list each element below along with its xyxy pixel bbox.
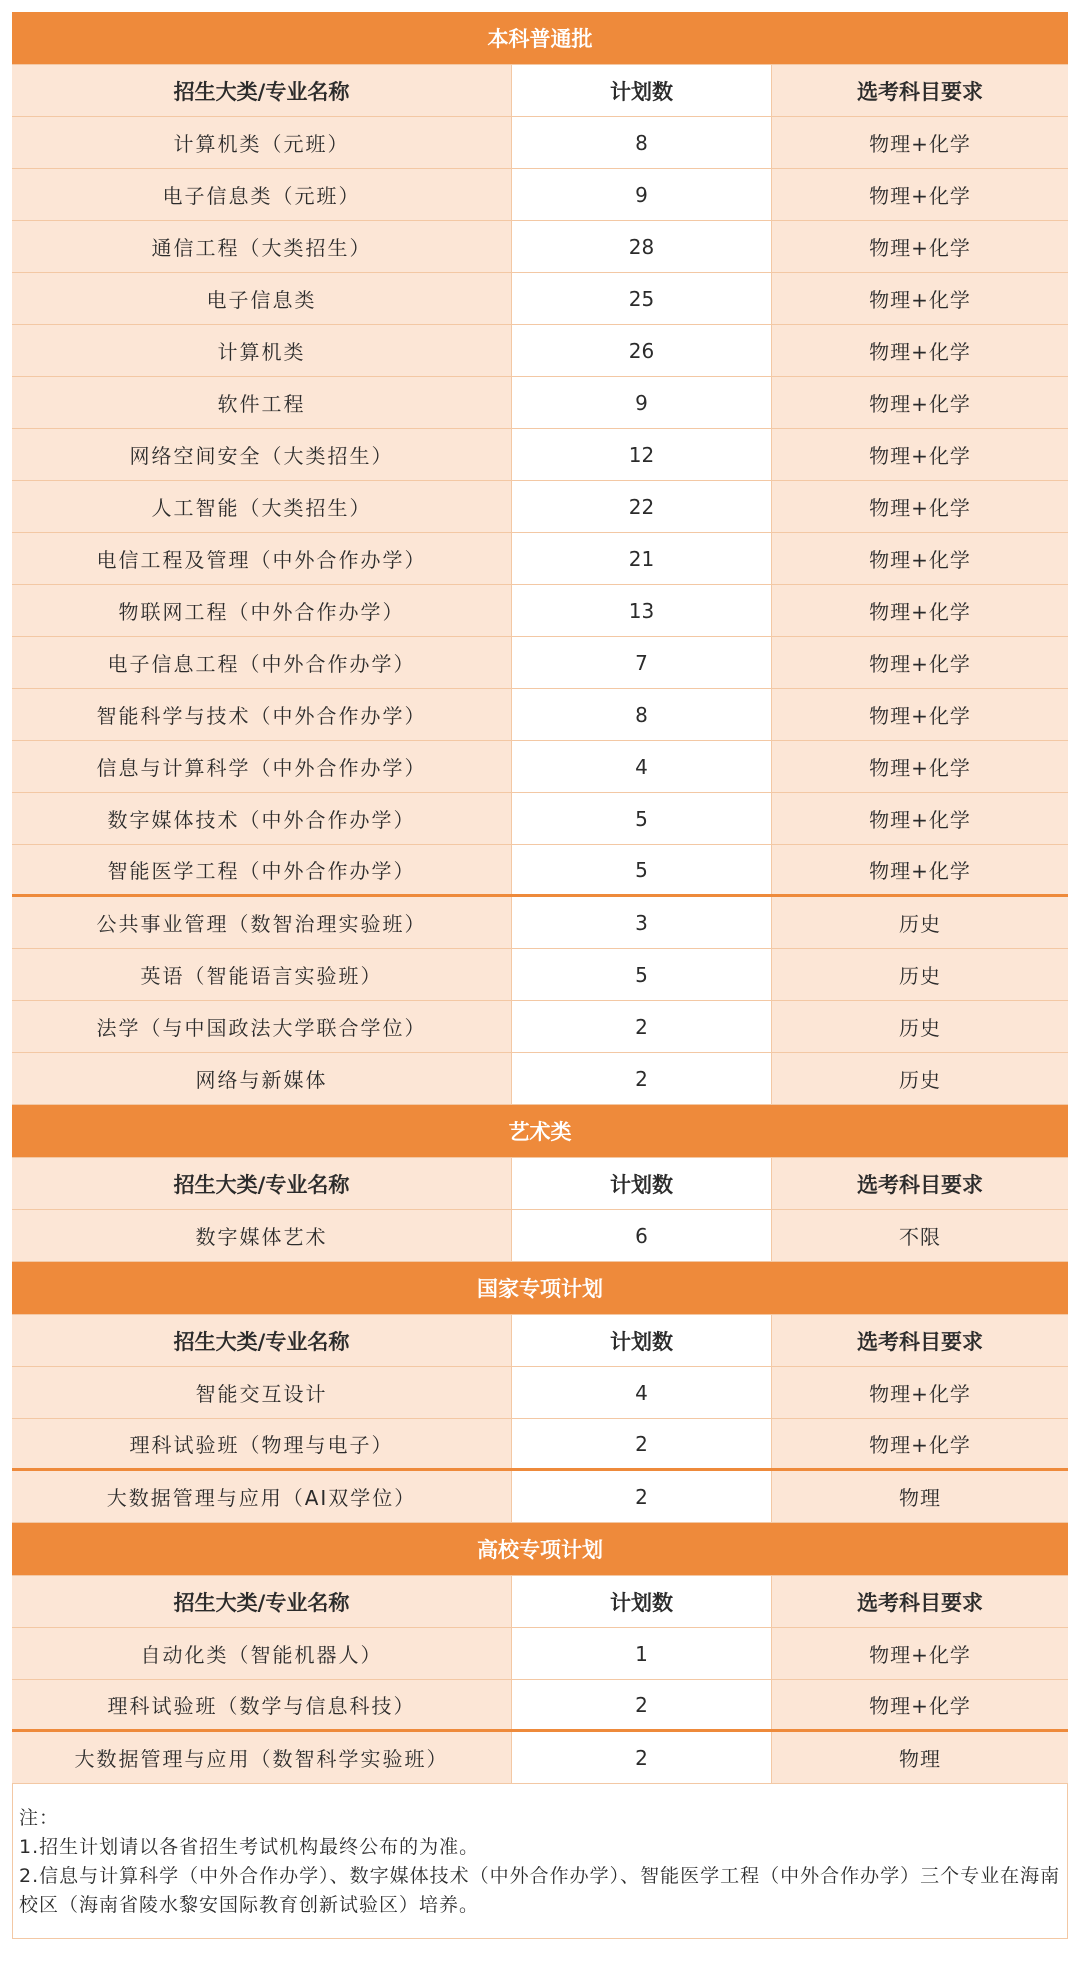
major-name: 数字媒体技术（中外合作办学） bbox=[12, 793, 512, 844]
plan-count: 13 bbox=[512, 585, 772, 636]
note-line: 注： bbox=[19, 1807, 60, 1829]
subject-requirement: 物理+化学 bbox=[772, 325, 1068, 376]
major-name: 智能科学与技术（中外合作办学） bbox=[12, 689, 512, 740]
major-name: 自动化类（智能机器人） bbox=[12, 1628, 512, 1679]
plan-count: 7 bbox=[512, 637, 772, 688]
subject-requirement: 物理+化学 bbox=[772, 533, 1068, 584]
header-row bbox=[12, 1158, 1068, 1210]
note-line: 1.招生计划请以各省招生考试机构最终公布的为准。 bbox=[19, 1836, 480, 1858]
subject-requirement: 物理+化学 bbox=[772, 741, 1068, 792]
plan-count: 1 bbox=[512, 1628, 772, 1679]
subject-requirement: 物理+化学 bbox=[772, 689, 1068, 740]
table-row bbox=[12, 1680, 1068, 1732]
table-row bbox=[12, 1367, 1068, 1419]
major-name: 电子信息工程（中外合作办学） bbox=[12, 637, 512, 688]
major-name: 电子信息类（元班） bbox=[12, 169, 512, 220]
plan-count: 2 bbox=[512, 1419, 772, 1468]
header-row bbox=[12, 1315, 1068, 1367]
table-row bbox=[12, 897, 1068, 949]
table-row bbox=[12, 585, 1068, 637]
major-name: 人工智能（大类招生） bbox=[12, 481, 512, 532]
plan-count: 5 bbox=[512, 793, 772, 844]
header-name: 招生大类/专业名称 bbox=[12, 1158, 512, 1209]
header-name: 招生大类/专业名称 bbox=[12, 1315, 512, 1366]
header-plan: 计划数 bbox=[512, 65, 772, 116]
header-subjects: 选考科目要求 bbox=[772, 65, 1068, 116]
header-subjects: 选考科目要求 bbox=[772, 1576, 1068, 1627]
table-row bbox=[12, 117, 1068, 169]
table-row bbox=[12, 429, 1068, 481]
plan-count: 2 bbox=[512, 1471, 772, 1522]
subject-requirement: 物理+化学 bbox=[772, 1419, 1068, 1468]
header-row bbox=[12, 1576, 1068, 1628]
table-row bbox=[12, 741, 1068, 793]
subject-requirement: 物理+化学 bbox=[772, 377, 1068, 428]
table-row bbox=[12, 377, 1068, 429]
header-row bbox=[12, 65, 1068, 117]
table-row bbox=[12, 1471, 1068, 1523]
plan-count: 6 bbox=[512, 1210, 772, 1261]
table-row bbox=[12, 325, 1068, 377]
plan-count: 22 bbox=[512, 481, 772, 532]
plan-count: 2 bbox=[512, 1680, 772, 1729]
plan-count: 8 bbox=[512, 117, 772, 168]
major-name: 通信工程（大类招生） bbox=[12, 221, 512, 272]
subject-requirement: 物理+化学 bbox=[772, 117, 1068, 168]
table-row bbox=[12, 221, 1068, 273]
header-subjects: 选考科目要求 bbox=[772, 1158, 1068, 1209]
subject-requirement: 物理+化学 bbox=[772, 169, 1068, 220]
major-name: 智能医学工程（中外合作办学） bbox=[12, 845, 512, 894]
major-name: 软件工程 bbox=[12, 377, 512, 428]
header-plan: 计划数 bbox=[512, 1158, 772, 1209]
major-name: 计算机类（元班） bbox=[12, 117, 512, 168]
plan-count: 3 bbox=[512, 897, 772, 948]
plan-count: 2 bbox=[512, 1001, 772, 1052]
major-name: 数字媒体艺术 bbox=[12, 1210, 512, 1261]
section-title: 艺术类 bbox=[12, 1105, 1068, 1158]
header-name: 招生大类/专业名称 bbox=[12, 1576, 512, 1627]
major-name: 智能交互设计 bbox=[12, 1367, 512, 1418]
plan-count: 25 bbox=[512, 273, 772, 324]
major-name: 电信工程及管理（中外合作办学） bbox=[12, 533, 512, 584]
subject-requirement: 历史 bbox=[772, 1053, 1068, 1104]
major-name: 电子信息类 bbox=[12, 273, 512, 324]
admission-plan-table bbox=[12, 12, 1068, 1939]
subject-requirement: 物理+化学 bbox=[772, 637, 1068, 688]
table-row bbox=[12, 845, 1068, 897]
table-row bbox=[12, 533, 1068, 585]
table-row bbox=[12, 1210, 1068, 1262]
table-row bbox=[12, 1732, 1068, 1784]
subject-requirement: 物理+化学 bbox=[772, 481, 1068, 532]
major-name: 理科试验班（数学与信息科技） bbox=[12, 1680, 512, 1729]
header-name: 招生大类/专业名称 bbox=[12, 65, 512, 116]
section-title: 高校专项计划 bbox=[12, 1523, 1068, 1576]
header-plan: 计划数 bbox=[512, 1315, 772, 1366]
major-name: 网络与新媒体 bbox=[12, 1053, 512, 1104]
plan-count: 5 bbox=[512, 949, 772, 1000]
plan-count: 28 bbox=[512, 221, 772, 272]
table-row bbox=[12, 689, 1068, 741]
table-row bbox=[12, 169, 1068, 221]
major-name: 公共事业管理（数智治理实验班） bbox=[12, 897, 512, 948]
section-title: 本科普通批 bbox=[12, 12, 1068, 65]
subject-requirement: 历史 bbox=[772, 949, 1068, 1000]
subject-requirement: 物理+化学 bbox=[772, 1628, 1068, 1679]
plan-count: 9 bbox=[512, 169, 772, 220]
table-row bbox=[12, 793, 1068, 845]
major-name: 法学（与中国政法大学联合学位） bbox=[12, 1001, 512, 1052]
subject-requirement: 物理+化学 bbox=[772, 1367, 1068, 1418]
subject-requirement: 历史 bbox=[772, 1001, 1068, 1052]
notes-block bbox=[12, 1784, 1068, 1939]
major-name: 网络空间安全（大类招生） bbox=[12, 429, 512, 480]
subject-requirement: 物理+化学 bbox=[772, 585, 1068, 636]
table-row bbox=[12, 1419, 1068, 1471]
subject-requirement: 历史 bbox=[772, 897, 1068, 948]
major-name: 信息与计算科学（中外合作办学） bbox=[12, 741, 512, 792]
table-row bbox=[12, 1628, 1068, 1680]
subject-requirement: 物理+化学 bbox=[772, 845, 1068, 894]
plan-count: 2 bbox=[512, 1732, 772, 1783]
table-row bbox=[12, 637, 1068, 689]
subject-requirement: 物理 bbox=[772, 1732, 1068, 1783]
subject-requirement: 物理+化学 bbox=[772, 221, 1068, 272]
major-name: 大数据管理与应用（AI双学位） bbox=[12, 1471, 512, 1522]
subject-requirement: 物理+化学 bbox=[772, 1680, 1068, 1729]
major-name: 计算机类 bbox=[12, 325, 512, 376]
section-title: 国家专项计划 bbox=[12, 1262, 1068, 1315]
table-row bbox=[12, 1053, 1068, 1105]
table-row bbox=[12, 481, 1068, 533]
subject-requirement: 物理+化学 bbox=[772, 793, 1068, 844]
subject-requirement: 不限 bbox=[772, 1210, 1068, 1261]
plan-count: 12 bbox=[512, 429, 772, 480]
table-row bbox=[12, 949, 1068, 1001]
header-subjects: 选考科目要求 bbox=[772, 1315, 1068, 1366]
header-plan: 计划数 bbox=[512, 1576, 772, 1627]
plan-count: 8 bbox=[512, 689, 772, 740]
plan-count: 9 bbox=[512, 377, 772, 428]
plan-count: 2 bbox=[512, 1053, 772, 1104]
plan-count: 21 bbox=[512, 533, 772, 584]
plan-count: 5 bbox=[512, 845, 772, 894]
table-row bbox=[12, 1001, 1068, 1053]
major-name: 大数据管理与应用（数智科学实验班） bbox=[12, 1732, 512, 1783]
major-name: 物联网工程（中外合作办学） bbox=[12, 585, 512, 636]
plan-count: 4 bbox=[512, 1367, 772, 1418]
major-name: 理科试验班（物理与电子） bbox=[12, 1419, 512, 1468]
plan-count: 4 bbox=[512, 741, 772, 792]
plan-count: 26 bbox=[512, 325, 772, 376]
table-row bbox=[12, 273, 1068, 325]
major-name: 英语（智能语言实验班） bbox=[12, 949, 512, 1000]
subject-requirement: 物理+化学 bbox=[772, 429, 1068, 480]
subject-requirement: 物理+化学 bbox=[772, 273, 1068, 324]
subject-requirement: 物理 bbox=[772, 1471, 1068, 1522]
note-line: 2.信息与计算科学（中外合作办学）、数字媒体技术（中外合作办学）、智能医学工程（中外合作办学）三个专业在海南校区（海南省陵水黎安国际教育创新试验区）培养。 bbox=[19, 1865, 1061, 1916]
